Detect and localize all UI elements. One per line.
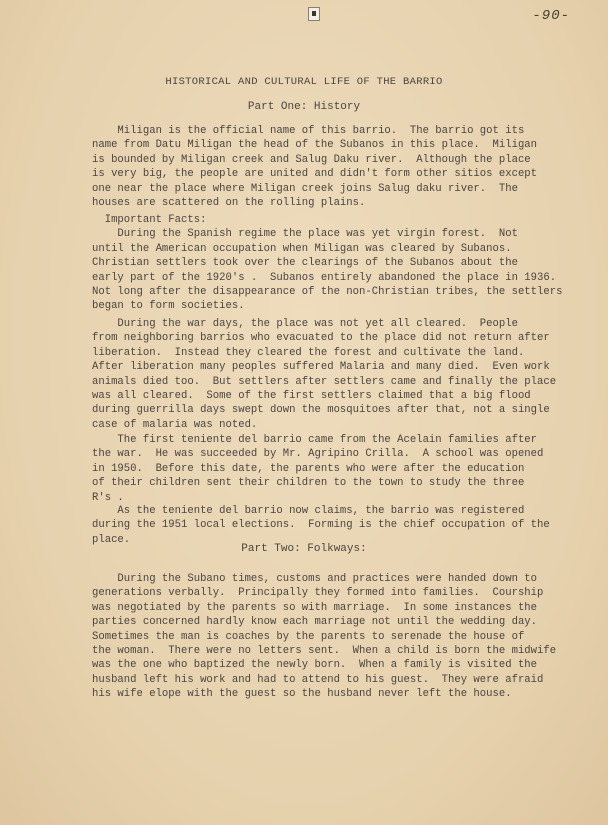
text-line: until the American occupation when Miligan was cleared by Subanos. — [92, 242, 512, 255]
text-line: case of malaria was noted. — [92, 418, 258, 431]
text-line: generations verbally. Principally they formed into families. Courship — [92, 587, 544, 600]
text-line: the woman. There were no letters sent. When a child is born the midwife — [92, 645, 557, 658]
text-line: one near the place where Miligan creek joins Salug daku river. The — [92, 182, 518, 195]
page-number: -90- — [532, 8, 570, 24]
text-line: was the one who baptized the newly born. When a family is visited the — [92, 659, 538, 672]
text-line: is bounded by Miligan creek and Salug Daku river. Although the place — [92, 153, 531, 166]
text-line: in 1950. Before this date, the parents who were after the education — [92, 462, 525, 475]
paragraph-4 — [92, 433, 552, 505]
part-one-heading: Part One: History — [247, 101, 361, 113]
text-line: houses are scattered on the rolling plains. — [92, 197, 366, 210]
text-line: from neighboring barrios who evacuated to the place did not return after — [92, 332, 550, 345]
text-line: place. — [92, 533, 131, 546]
text-line: early part of the 1920's . Subanos entirely abandoned the place in 1936. — [92, 271, 557, 284]
text-line: Not long after the disappearance of the non-Christian tribes, the settlers — [92, 286, 563, 299]
paragraph-3 — [92, 317, 557, 432]
text-line: liberation. Instead they cleared the forest and cultivate the land. — [92, 346, 525, 359]
text-line: animals died too. But settlers after settlers came and finally the place — [92, 375, 557, 388]
text-line: Sometimes the man is coaches by the parents to serenade the house of — [92, 630, 525, 643]
paragraph-1 — [92, 124, 552, 210]
paragraph-5 — [92, 504, 552, 547]
text-line: During the war days, the place was not yet all cleared. People — [92, 318, 518, 330]
text-line: parties concerned hardly know each marriage not until the wedding day. — [92, 616, 538, 629]
text-line: of their children sent their children to the town to study the three — [92, 477, 525, 490]
text-line: his wife elope with the guest so the husband never left the house. — [92, 688, 512, 701]
text-line: Christian settlers took over the clearings of the Subanos about the — [92, 257, 518, 270]
text-line: during the 1951 local elections. Forming is the chief occupation of the — [92, 519, 550, 532]
text-line: is very big, the people are united and didn't form other sitios except — [92, 168, 538, 181]
paragraph-6 — [92, 572, 557, 702]
text-line: during guerrilla days swept down the mosquitoes after that, not a single — [92, 404, 550, 417]
text-line: During the Subano times, customs and practices were handed down to — [92, 573, 538, 585]
text-line: husband left his work and had to attend to his guest. They were afraid — [92, 673, 544, 686]
text-line: R's . — [92, 491, 124, 504]
part-two-heading: Part Two: Folkways: — [241, 543, 367, 555]
text-line: Important Facts: — [92, 214, 207, 226]
document-title: HISTORICAL AND CULTURAL LIFE OF THE BARRIO — [165, 76, 443, 88]
text-line: name from Datu Miligan the head of the Subanos in this place. Miligan — [92, 139, 538, 152]
text-line: As the teniente del barrio now claims, the barrio was registered — [92, 505, 525, 517]
text-line: was all cleared. Some of the first settlers claimed that a big flood — [92, 390, 531, 403]
text-line: the war. He was succeeded by Mr. Agripino Crilla. A school was opened — [92, 448, 544, 461]
text-line: was negotiated by the parents so with marriage. In some instances the — [92, 601, 538, 614]
text-line: began to form societies. — [92, 300, 245, 313]
tape-mark — [308, 7, 320, 21]
text-line: After liberation many peoples suffered Malaria and many died. Even work — [92, 361, 550, 374]
text-line: The first teniente del barrio came from the Acelain families after — [92, 434, 538, 446]
paragraph-2 — [92, 213, 563, 314]
text-line: Miligan is the official name of this barrio. The barrio got its — [92, 125, 525, 137]
text-line: During the Spanish regime the place was yet virgin forest. Not — [92, 228, 518, 241]
